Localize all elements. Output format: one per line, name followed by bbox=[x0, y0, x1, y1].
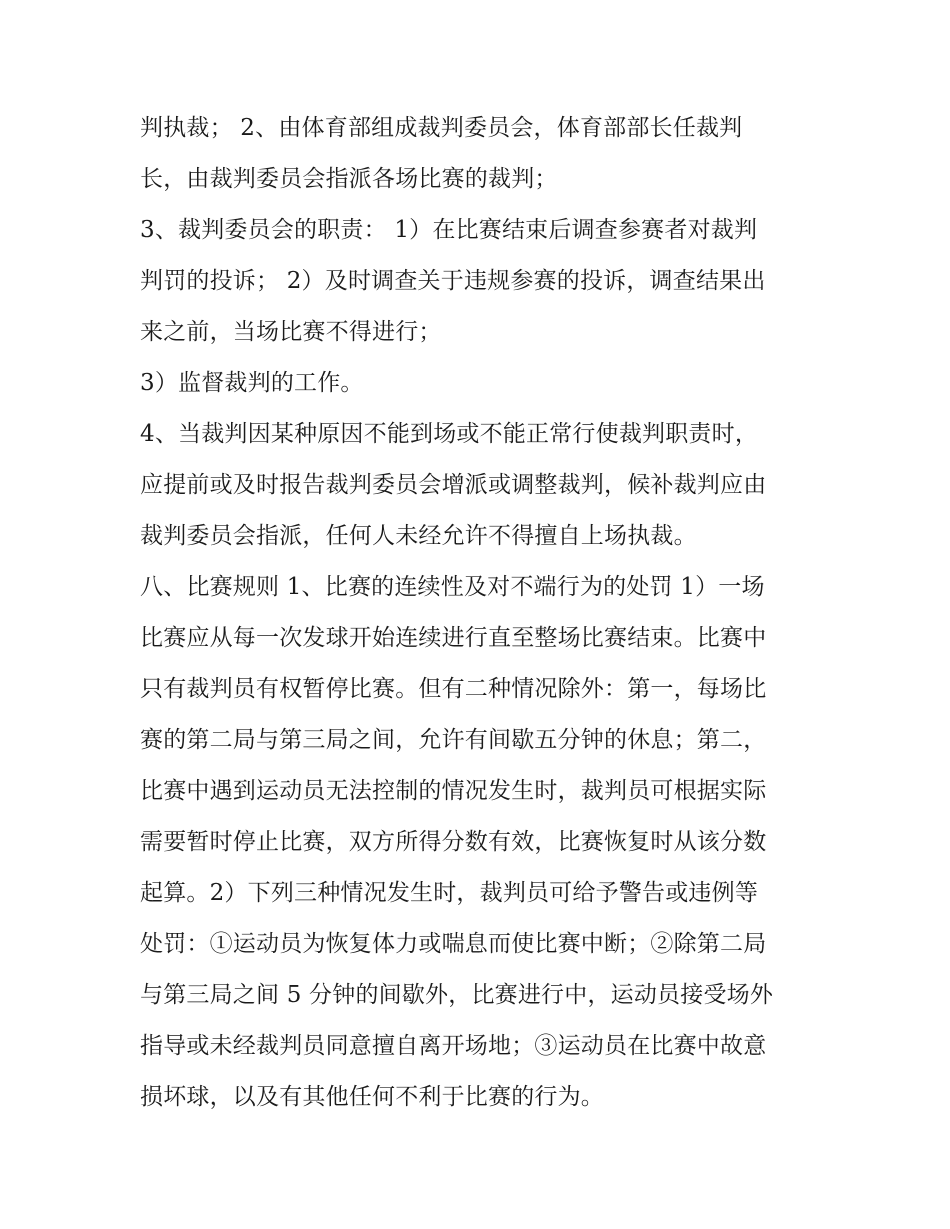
text-line: 判罚的投诉； 2）及时调查关于违规参赛的投诉，调查结果出 bbox=[140, 268, 766, 294]
text-line: 需要暂时停止比赛，双方所得分数有效，比赛恢复时从该分数 bbox=[140, 829, 767, 855]
text-line: 应提前或及时报告裁判委员会增派或调整裁判，候补裁判应由 bbox=[140, 472, 767, 498]
text-line: 赛的第二局与第三局之间，允许有间歇五分钟的休息；第二， bbox=[140, 727, 767, 753]
text-line: 八、比赛规则 1、比赛的连续性及对不端行为的处罚 1）一场 bbox=[140, 574, 765, 600]
text-line: 长，由裁判委员会指派各场比赛的裁判； bbox=[140, 166, 558, 192]
text-line: 只有裁判员有权暂停比赛。但有二种情况除外：第一，每场比 bbox=[140, 676, 767, 702]
text-line: 起算。2）下列三种情况发生时，裁判员可给予警告或违例等 bbox=[140, 880, 759, 906]
document-body bbox=[140, 103, 820, 1123]
text-line: 指导或未经裁判员同意擅自离开场地；③运动员在比赛中故意 bbox=[140, 1033, 767, 1059]
text-line: 裁判委员会指派，任何人未经允许不得擅自上场执裁。 bbox=[140, 523, 697, 549]
text-line: 处罚：①运动员为恢复体力或喘息而使比赛中断；②除第二局 bbox=[140, 931, 767, 957]
text-line: 比赛中遇到运动员无法控制的情况发生时，裁判员可根据实际 bbox=[140, 778, 767, 804]
text-line: 3、裁判委员会的职责： 1）在比赛结束后调查参赛者对裁判 bbox=[140, 217, 758, 243]
text-line: 4、当裁判因某种原因不能到场或不能正常行使裁判职责时， bbox=[140, 421, 759, 447]
text-line: 来之前，当场比赛不得进行； bbox=[140, 319, 442, 345]
text-line: 判执裁； 2、由体育部组成裁判委员会，体育部部长任裁判 bbox=[140, 115, 743, 141]
text-line: 损坏球，以及有其他任何不利于比赛的行为。 bbox=[140, 1084, 604, 1110]
text-line: 与第三局之间 5 分钟的间歇外，比赛进行中，运动员接受场外 bbox=[140, 982, 774, 1008]
text-line: 比赛应从每一次发球开始连续进行直至整场比赛结束。比赛中 bbox=[140, 625, 767, 651]
text-line: 3）监督裁判的工作。 bbox=[140, 370, 364, 396]
